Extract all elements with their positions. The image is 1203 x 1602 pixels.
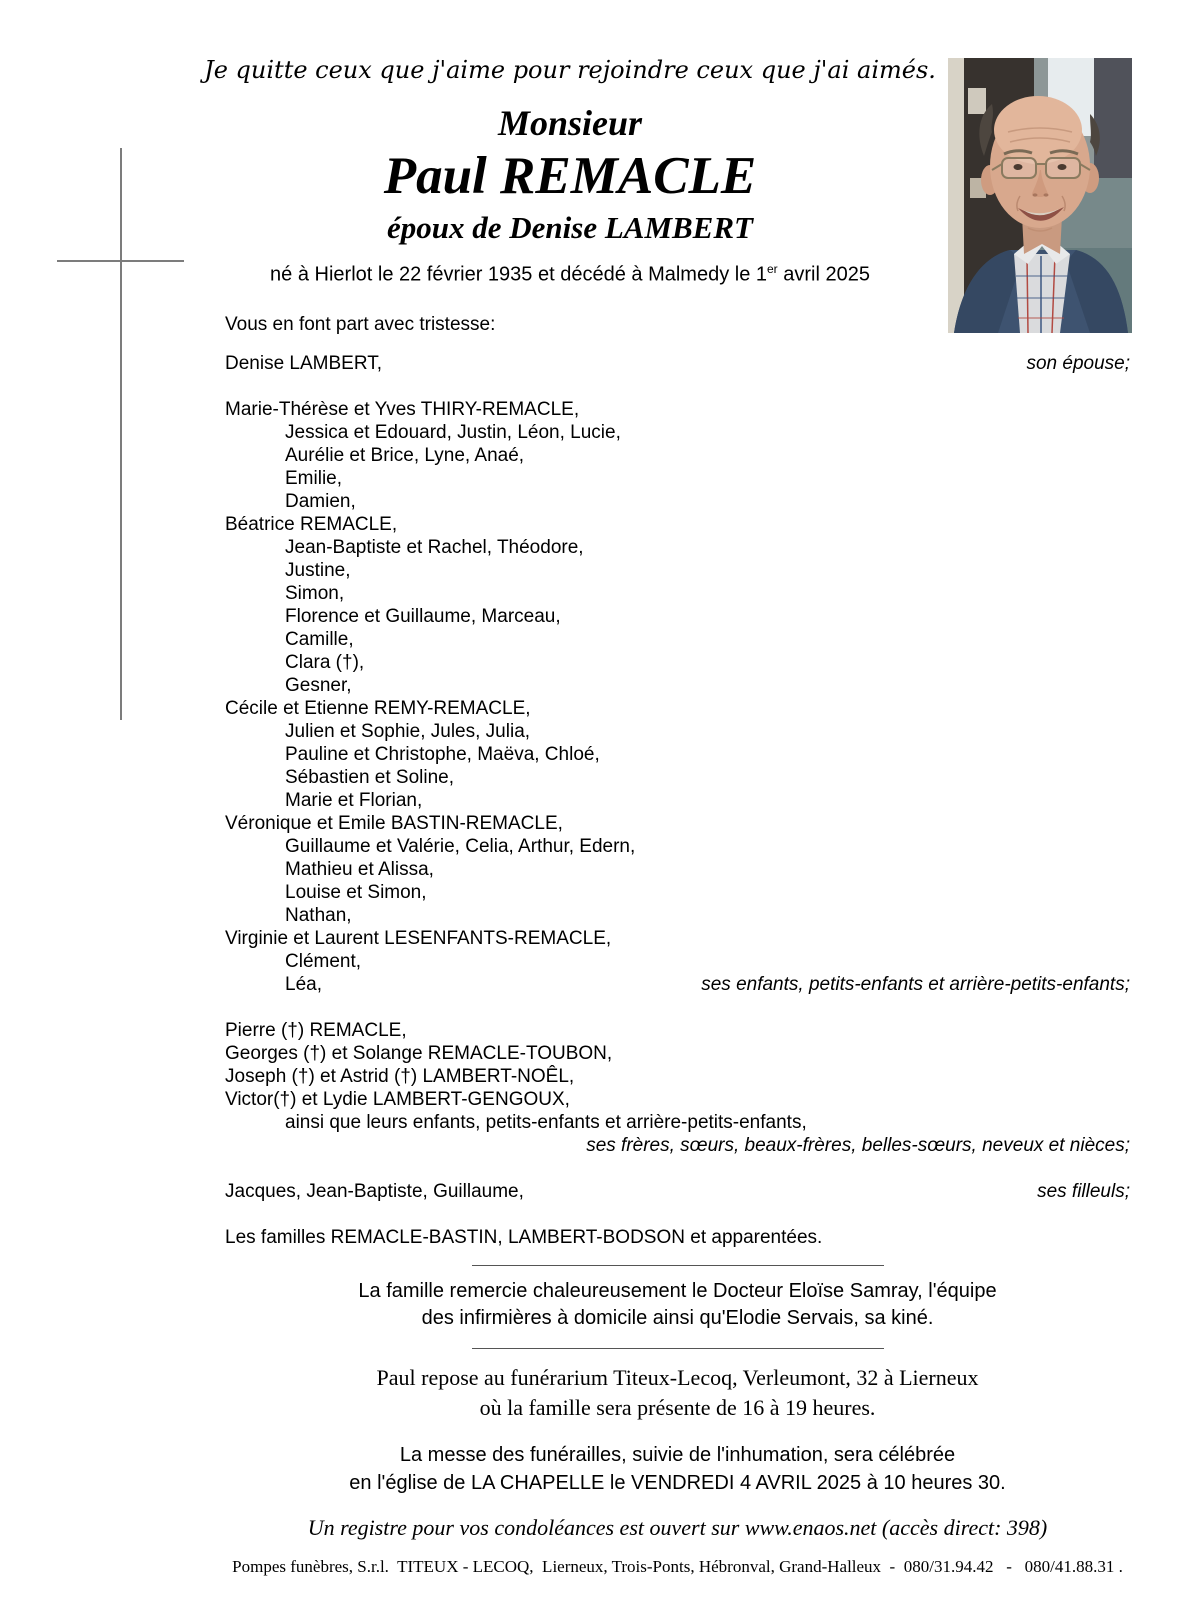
family-row-text: Jessica et Edouard, Justin, Léon, Lucie, (285, 421, 621, 443)
family-row (225, 628, 1130, 651)
title-prefix: Monsieur (497, 103, 643, 143)
family-row (225, 398, 1130, 421)
family-row-relation-note: ses filleuls; (1037, 1180, 1130, 1202)
family-row-text: Emilie, (285, 467, 343, 489)
farewell-quote: Je quitte ceux que j'aime pour rejoindre ceux que j'ai aimés. (204, 56, 936, 84)
funeral-line-2: en l'église de LA CHAPELLE le VENDREDI 4 AVRIL 2025 à 10 heures 30. (349, 1471, 1006, 1494)
life-dates-pre: né à Hierlot le 22 février 1935 et décédé à Malmedy le 1 (270, 263, 767, 286)
family-row (225, 1226, 1130, 1249)
memorial-cross-icon (120, 148, 122, 720)
family-row (225, 651, 1130, 674)
family-row-text: Denise LAMBERT, (225, 352, 382, 374)
family-row-text: Véronique et Emile BASTIN-REMACLE, (225, 812, 563, 834)
family-row (225, 421, 1130, 444)
family-row (225, 467, 1130, 490)
family-row-text: Marie-Thérèse et Yves THIRY-REMACLE, (225, 398, 580, 420)
life-dates-ordinal: er (767, 262, 778, 276)
family-row (225, 536, 1130, 559)
deceased-name: Paul REMACLE (383, 147, 757, 205)
funeral-line-1: La messe des funérailles, suivie de l'inhumation, sera célébrée (399, 1443, 956, 1466)
family-row (225, 444, 1130, 467)
family-row-relation-note: son épouse; (1026, 352, 1130, 374)
family-row-text: Simon, (285, 582, 345, 604)
family-row-text: Victor(†) et Lydie LAMBERT-GENGOUX, (225, 1088, 570, 1110)
family-row (225, 927, 1130, 950)
spouse-line: époux de Denise LAMBERT (387, 210, 753, 245)
family-row-text: Joseph (†) et Astrid (†) LAMBERT-NOÊL, (225, 1065, 575, 1087)
family-row-text: Sébastien et Soline, (285, 766, 455, 788)
family-row (225, 559, 1130, 582)
family-row (225, 858, 1130, 881)
family-row (225, 1088, 1130, 1111)
separator-line (472, 1348, 884, 1349)
thanks-line-2: des infirmières à domicile ainsi qu'Elodie Servais, sa kiné. (421, 1306, 934, 1329)
family-row (225, 904, 1130, 927)
family-row (225, 1111, 1130, 1134)
separator-line (472, 1265, 884, 1266)
portrait-photo (948, 58, 1132, 333)
family-row-text: Florence et Guillaume, Marceau, (285, 605, 561, 627)
thanks-paragraph (225, 1278, 1130, 1332)
repose-paragraph (225, 1363, 1130, 1423)
funeral-paragraph (225, 1441, 1130, 1497)
family-row-text: Léa, (285, 973, 322, 995)
family-row (225, 766, 1130, 789)
family-row-text: Nathan, (285, 904, 352, 926)
family-row-text: Virginie et Laurent LESENFANTS-REMACLE, (225, 927, 612, 949)
family-row (225, 720, 1130, 743)
family-row (225, 789, 1130, 812)
family-row-relation-note: ses enfants, petits-enfants et arrière-petits-enfants; (701, 973, 1130, 995)
family-row-text: Pauline et Christophe, Maëva, Chloé, (285, 743, 600, 765)
family-row (225, 674, 1130, 697)
condolences-register-line: Un registre pour vos condoléances est ouvert sur www.enaos.net (accès direct: 398) (307, 1514, 1048, 1540)
family-row-text: Gesner, (285, 674, 352, 696)
family-row-text: Marie et Florian, (285, 789, 423, 811)
family-list (225, 352, 1130, 1249)
repose-line-2: où la famille sera présente de 16 à 19 heures. (479, 1394, 876, 1420)
family-row (225, 513, 1130, 536)
family-row-text: ainsi que leurs enfants, petits-enfants et arrière-petits-enfants, (285, 1111, 807, 1133)
family-row (225, 973, 1130, 996)
family-row (225, 743, 1130, 766)
family-row (225, 1065, 1130, 1088)
family-row (225, 881, 1130, 904)
family-row (225, 1134, 1130, 1157)
announcement-intro: Vous en font part avec tristesse: (225, 313, 496, 335)
family-row-text: Justine, (285, 559, 351, 581)
family-row-text: Clément, (285, 950, 362, 972)
family-row-text: Louise et Simon, (285, 881, 427, 903)
family-row-text: Julien et Sophie, Jules, Julia, (285, 720, 531, 742)
family-row-text: Les familles REMACLE-BASTIN, LAMBERT-BODSON et apparentées. (225, 1226, 823, 1248)
family-row-text: Jean-Baptiste et Rachel, Théodore, (285, 536, 584, 558)
family-row (225, 490, 1130, 513)
family-row-text: Clara (†), (285, 651, 365, 673)
family-row-text: Damien, (285, 490, 356, 512)
family-row (225, 812, 1130, 835)
family-row (225, 1019, 1130, 1042)
memorial-cross-icon (57, 260, 184, 262)
family-row-relation-note: ses frères, sœurs, beaux-frères, belles-sœurs, neveux et nièces; (586, 1134, 1130, 1156)
family-row (225, 582, 1130, 605)
family-row-text: Camille, (285, 628, 354, 650)
family-row-text: Cécile et Etienne REMY-REMACLE, (225, 697, 531, 719)
funeral-home-footer: Pompes funèbres, S.r.l. TITEUX - LECOQ, Lierneux, Trois-Ponts, Hébronval, Grand-Halleux - 080/31.94.42 - 080/41.88.31 . (232, 1556, 1123, 1576)
family-row-text: Jacques, Jean-Baptiste, Guillaume, (225, 1180, 524, 1202)
family-row (225, 352, 1130, 375)
family-row-text: Guillaume et Valérie, Celia, Arthur, Edern, (285, 835, 636, 857)
family-row (225, 835, 1130, 858)
life-dates-post: avril 2025 (777, 263, 870, 286)
family-row-text: Béatrice REMACLE, (225, 513, 398, 535)
family-row (225, 605, 1130, 628)
family-row (225, 1180, 1130, 1203)
repose-line-1: Paul repose au funérarium Titeux-Lecoq, Verleumont, 32 à Lierneux (376, 1364, 979, 1390)
family-row (225, 1042, 1130, 1065)
family-row-text: Georges (†) et Solange REMACLE-TOUBON, (225, 1042, 613, 1064)
family-row-text: Pierre (†) REMACLE, (225, 1019, 407, 1041)
family-row (225, 950, 1130, 973)
thanks-line-1: La famille remercie chaleureusement le Docteur Eloïse Samray, l'équipe (358, 1279, 997, 1302)
family-row-text: Mathieu et Alissa, (285, 858, 434, 880)
family-row-text: Aurélie et Brice, Lyne, Anaé, (285, 444, 525, 466)
main-column (225, 313, 1130, 1577)
family-row (225, 697, 1130, 720)
portrait-photo-illustration (948, 58, 1132, 333)
